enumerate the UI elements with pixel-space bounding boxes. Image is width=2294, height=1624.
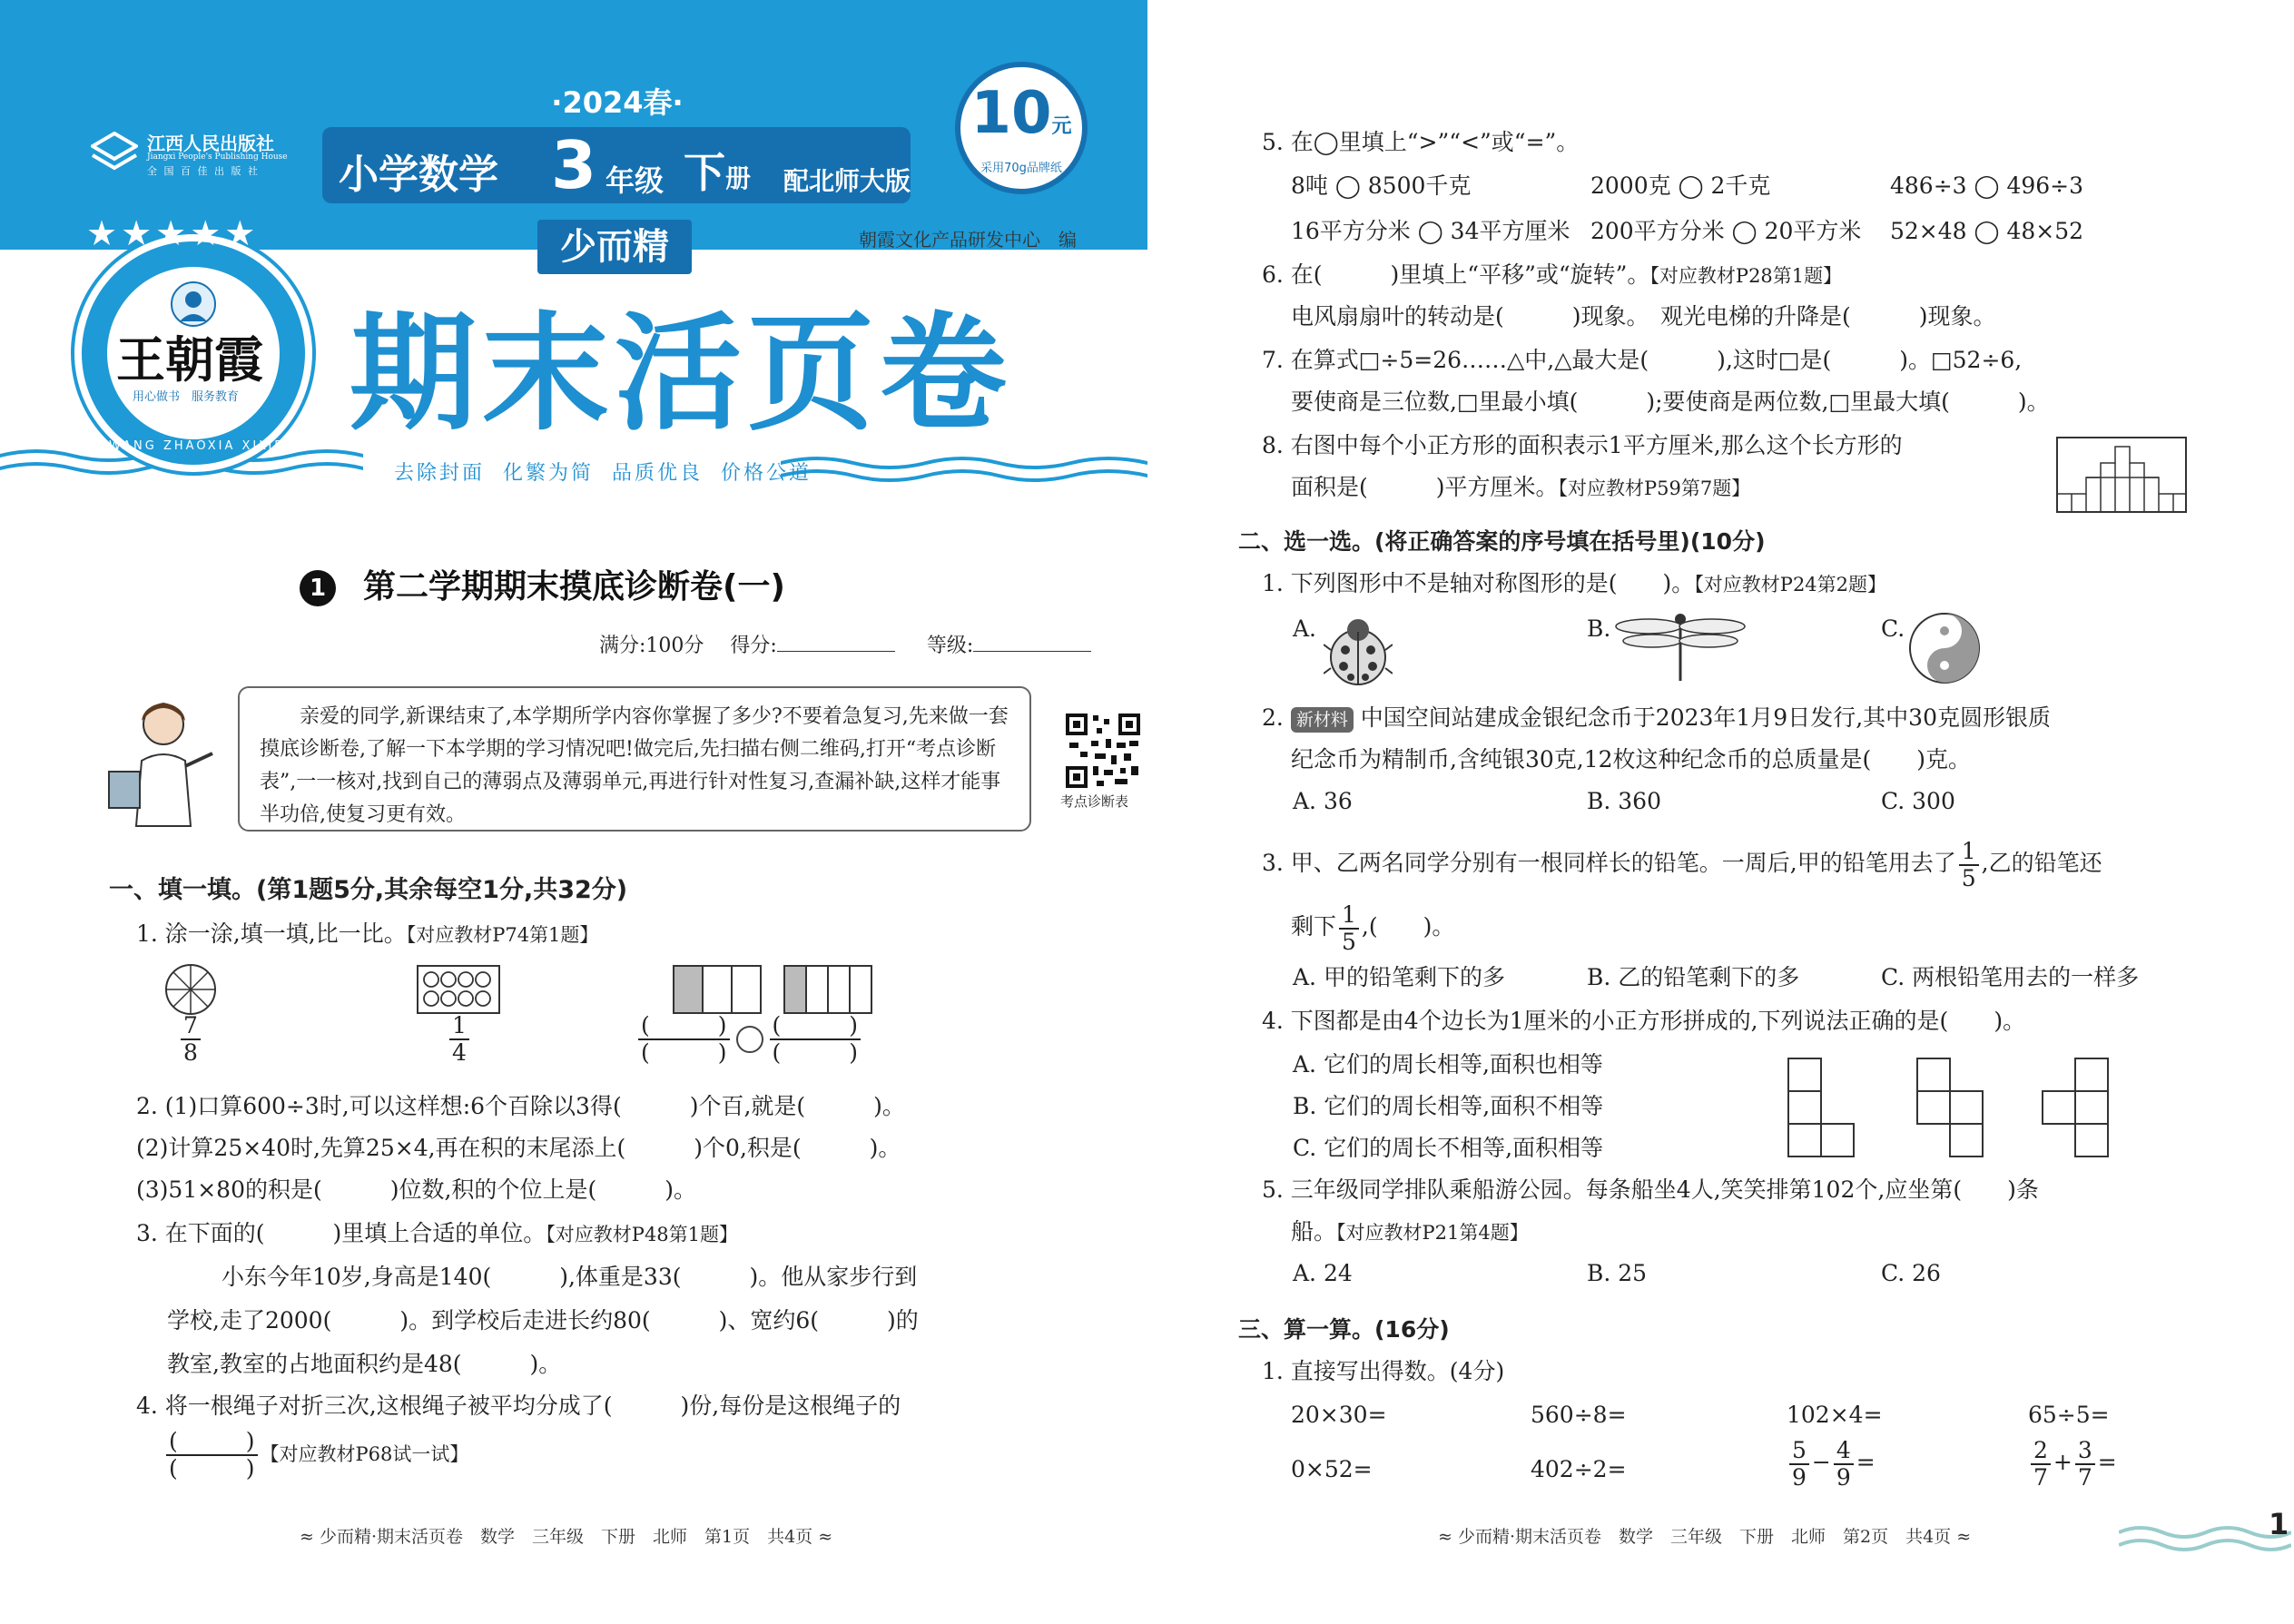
s2-q3-opt-a[interactable]: A. 甲的铅笔剩下的多 — [1293, 964, 1505, 990]
q4-blank-num[interactable]: ( ) — [166, 1429, 258, 1456]
new-material-tag: 新材料 — [1291, 707, 1354, 733]
s2-q5-opt-b[interactable]: B. 25 — [1587, 1260, 1648, 1286]
slogan: 去除封面 化繁为简 品质优良 价格公道 — [394, 462, 812, 485]
grade-number: 3 — [551, 127, 597, 203]
grade-box — [322, 127, 911, 203]
section3-title: 三、算一算。(16分) — [1238, 1316, 1450, 1343]
s2-q2-line1: 2. 新材料 中国空间站建成金银纪念币于2023年1月9日发行,其中30克圆形银质 — [1262, 704, 2051, 731]
right-page — [1147, 0, 2294, 1624]
volume-label — [684, 140, 751, 200]
calc-6[interactable]: 402÷2= — [1531, 1456, 1627, 1482]
s1-q3-line1: 小东今年10岁,身高是140( ),体重是33( )。他从家步行到 — [222, 1264, 918, 1290]
grade-level-label: 等级: — [926, 635, 974, 657]
q8-ref: 【对应教材P59第7题】 — [1558, 477, 1751, 499]
compare-blank-1a[interactable]: ( ) — [638, 1013, 730, 1040]
star-decoration: ★★★★★ — [86, 213, 260, 253]
s2-q4: 4. 下图都是由4个边长为1厘米的小正方形拼成的,下列说法正确的是( )。 — [1262, 1008, 2026, 1034]
s2-q5-opt-a[interactable]: A. 24 — [1293, 1260, 1353, 1286]
season-label: ·2024春· — [551, 85, 684, 120]
s1-q3 — [136, 1218, 738, 1250]
full-score-label: 满分:100分 — [599, 635, 704, 657]
s1-q2-2: (2)计算25×40时,先算25×4,再在积的末尾添上( )个0,积是( )。 — [136, 1135, 901, 1161]
s1-q1-text: 1. 涂一涂,填一填,比一比。 — [136, 920, 407, 947]
publisher-name: 江西人民出版社 — [147, 133, 274, 154]
q6-line1: 电风扇扇叶的转动是( )现象。 观光电梯的升降是( )现象。 — [1291, 303, 1996, 330]
seal-name: 王朝霞 — [116, 330, 263, 389]
q5-item-1[interactable]: 8吨 ◯ 8500千克 — [1291, 172, 1472, 199]
s2-q3-text-a: 3. 甲、乙两名同学分别有一根同样长的铅笔。一周后,甲的铅笔用去了 — [1262, 850, 1956, 876]
calc-1[interactable]: 20×30= — [1291, 1402, 1387, 1428]
s2-q1-opt-c[interactable]: C. — [1881, 615, 1905, 642]
calc-8[interactable] — [2028, 1438, 2117, 1490]
s2-q1-ref: 【对应教材P24第2题】 — [1694, 574, 1887, 595]
author-seal — [74, 234, 371, 472]
s2-q2-opt-a[interactable]: A. 36 — [1293, 788, 1353, 814]
calc8-n2: 3 — [2075, 1438, 2095, 1465]
corner-wave-icon — [2119, 1521, 2291, 1558]
calc7-n2: 4 — [1834, 1438, 1854, 1465]
calc-5[interactable]: 0×52= — [1291, 1456, 1373, 1482]
s1-q1-compare — [635, 1013, 863, 1065]
exam-title-text: 第二学期期末摸底诊断卷(一) — [363, 568, 785, 605]
q5-item-6[interactable]: 52×48 ◯ 48×52 — [1890, 218, 2084, 244]
s2-q3-line1 — [1262, 839, 2102, 891]
shape-t-icon — [2041, 1057, 2110, 1160]
q6-text: 6. 在( )里填上“平移”或“旋转”。 — [1262, 261, 1650, 288]
s2-q3-line2 — [1291, 902, 1454, 954]
shape-s-icon — [1915, 1057, 1984, 1160]
s1-q2-1: 2. (1)口算600÷3时,可以这样想:6个百除以3得( )个百,就是( )。 — [136, 1093, 905, 1119]
s1-q3-ref: 【对应教材P48第1题】 — [546, 1224, 739, 1245]
intro-message: 亲爱的同学,新课结束了,本学期所学内容你掌握了多少?不要着急复习,先来做一套摸底诊断卷,了解一下本学期的学习情况吧!做完后,先扫描右侧二维码,打开“考点诊断表”,一一核对,找到自己的薄弱点及薄弱单元,再进行针对性复习,查漏补缺,这样才能事半功倍,使复习更有效。 — [238, 686, 1031, 832]
footer-left: ≈ 少而精·期末活页卷 数学 三年级 下册 北师 第1页 共4页 ≈ — [300, 1527, 833, 1547]
s2-q4-opt-b[interactable]: B. 它们的周长相等,面积不相等 — [1293, 1093, 1604, 1119]
s2-q5-opt-c[interactable]: C. 26 — [1881, 1260, 1941, 1286]
price-badge — [955, 62, 1088, 194]
brand-label: 少而精 — [537, 220, 692, 274]
page-number: 1 — [2269, 1507, 2289, 1541]
price-unit: 元 — [1051, 115, 1072, 138]
publisher-english-name: Jiangxi People's Publishing House — [147, 153, 288, 162]
volume-suffix: 册 — [725, 163, 752, 193]
compare-blank-2a[interactable]: ( ) — [770, 1013, 861, 1040]
s2-q3-text-d: ,( )。 — [1361, 913, 1455, 940]
bar-model-a-icon[interactable] — [672, 964, 763, 1015]
s1-q1-frac-b — [447, 1013, 472, 1065]
s2-q3-opt-b[interactable]: B. 乙的铅笔剩下的多 — [1587, 964, 1800, 990]
s1-q3-line3: 教室,教室的占地面积约是48( )。 — [167, 1351, 562, 1377]
s2-q2-line2: 纪念币为精制币,含纯银30克,12枚这种纪念币的总质量是( )克。 — [1291, 746, 1972, 773]
main-title: 期末活页卷 — [350, 300, 1013, 448]
q6-ref: 【对应教材P28第1题】 — [1649, 265, 1843, 287]
dragonfly-icon[interactable] — [1614, 608, 1747, 683]
s2-q2-opt-c[interactable]: C. 300 — [1881, 788, 1955, 814]
price-value: 10 — [970, 80, 1052, 147]
calc-2[interactable]: 560÷8= — [1531, 1402, 1627, 1428]
editor-label: 朝霞文化产品研发中心 编 — [859, 229, 1077, 251]
score-label: 得分: — [730, 635, 777, 657]
s2-q2-text: 中国空间站建成金银纪念币于2023年1月9日发行,其中30克圆形银质 — [1360, 704, 2051, 731]
q8-line2 — [1291, 472, 1750, 504]
s2-q3-text-c: 剩下 — [1291, 913, 1337, 940]
s2-q5-ref: 【对应教材P21第4题】 — [1336, 1222, 1529, 1244]
s2-q1 — [1262, 568, 1886, 600]
publisher-logo-icon — [91, 132, 138, 175]
price-value-wrap — [960, 80, 1082, 147]
q4-blank-den[interactable]: ( ) — [169, 1454, 255, 1481]
score-line — [599, 630, 1117, 658]
calc7-d2: 9 — [1836, 1463, 1851, 1491]
s2-q3-frac1-num: 1 — [1959, 839, 1979, 866]
calc8-op: + — [2053, 1449, 2072, 1475]
publisher-subtitle: 全 国 百 佳 出 版 社 — [147, 165, 260, 177]
q5-item-4[interactable]: 16平方分米 ◯ 34平方厘米 — [1291, 218, 1570, 244]
calc7-op: − — [1811, 1449, 1831, 1475]
grade-level-blank[interactable] — [973, 651, 1091, 652]
calc8-d2: 7 — [2077, 1463, 2092, 1491]
price-note: 采用70g品牌纸 — [980, 162, 1062, 175]
calc7-eq: = — [1856, 1449, 1876, 1475]
grid-rectangle-icon[interactable] — [2055, 436, 2188, 514]
q5-item-2[interactable]: 2000克 ◯ 2千克 — [1590, 172, 1771, 199]
s1-q4-ref: 【对应教材P68试一试】 — [260, 1443, 469, 1465]
frac-b-num: 1 — [449, 1013, 469, 1040]
qr-label: 考点诊断表 — [1060, 793, 1129, 810]
s1-q4: 4. 将一根绳子对折三次,这根绳子被平均分成了( )份,每份是这根绳子的 — [136, 1393, 901, 1419]
s2-q1-opt-b[interactable]: B. — [1587, 615, 1611, 642]
s2-q3-frac2-num: 1 — [1339, 902, 1359, 930]
s2-q2-opt-b[interactable]: B. 360 — [1587, 788, 1661, 814]
s2-q3-frac2-den: 5 — [1342, 928, 1356, 955]
calc7-n1: 5 — [1789, 1438, 1809, 1465]
q7-line1: 7. 在算式□÷5=26……△中,△最大是( ),这时□是( )。□52÷6, — [1262, 347, 2023, 373]
q8-line1: 8. 右图中每个小正方形的面积表示1平方厘米,那么这个长方形的 — [1262, 432, 1903, 458]
q7-line2: 要使商是三位数,□里最小填( );要使商是两位数,□里最大填( )。 — [1291, 389, 2050, 415]
calc8-d1: 7 — [2033, 1463, 2048, 1491]
s2-q1-opt-a[interactable]: A. — [1293, 615, 1317, 642]
edition-label: 配北师大版 — [783, 166, 911, 196]
frac-b-den: 4 — [452, 1038, 467, 1066]
s2-q5-line1: 5. 三年级同学排队乘船游公园。每条船坐4人,笑笑排第102个,应坐第( )条 — [1262, 1176, 2039, 1203]
pie-eighths-icon[interactable] — [163, 962, 218, 1017]
s1-q1 — [136, 919, 598, 950]
s2-q4-opt-c[interactable]: C. 它们的周长不相等,面积相等 — [1293, 1135, 1604, 1161]
s2-q5-text: 船。 — [1291, 1218, 1337, 1245]
exam-title — [300, 561, 785, 607]
compare-blank-1b[interactable]: ( ) — [641, 1038, 727, 1066]
frac-a-den: 8 — [183, 1038, 198, 1066]
frac-a-num: 7 — [181, 1013, 201, 1040]
q6 — [1262, 260, 1842, 291]
compare-circle[interactable] — [736, 1026, 763, 1053]
s2-q3-text-b: ,乙的铅笔还 — [1981, 850, 2102, 876]
section2-title: 二、选一选。(将正确答案的序号填在括号里)(10分) — [1238, 528, 1766, 555]
calc-7[interactable] — [1787, 1438, 1876, 1490]
calc-3[interactable]: 102×4= — [1787, 1402, 1883, 1428]
compare-blank-2b[interactable]: ( ) — [772, 1038, 859, 1066]
grade-label: 年级 — [605, 163, 665, 198]
seal-motto: 用心做书 服务教育 — [133, 390, 240, 404]
s2-q3-opt-c[interactable]: C. 两根铅笔用去的一样多 — [1881, 964, 2140, 990]
seal-ring-text: WANG ZHAOXIA XILIE CONGSHU — [109, 439, 371, 453]
subject-label: 小学数学 — [339, 152, 498, 198]
teacher-illustration-icon — [100, 690, 227, 835]
s1-q1-ref: 【对应教材P74第1题】 — [406, 924, 599, 946]
s1-q1-frac-a — [178, 1013, 203, 1065]
teacher-portrait-icon — [171, 281, 216, 327]
qr-code-icon[interactable] — [1064, 712, 1142, 790]
calc8-n1: 2 — [2031, 1438, 2051, 1465]
publisher-logo-block — [91, 127, 290, 182]
ladybug-icon[interactable] — [1324, 614, 1393, 688]
shape-l-icon — [1787, 1057, 1856, 1160]
footer-right: ≈ 少而精·期末活页卷 数学 三年级 下册 北师 第2页 共4页 ≈ — [1438, 1527, 1972, 1547]
score-blank[interactable] — [777, 651, 895, 652]
calc7-d1: 9 — [1792, 1463, 1807, 1491]
s2-q3-frac1-den: 5 — [1961, 864, 1976, 891]
s2-q5-line2 — [1291, 1216, 1529, 1248]
s1-q4-answer — [163, 1429, 468, 1481]
calc8-eq: = — [2097, 1449, 2117, 1475]
q5-item-5[interactable]: 200平方分米 ◯ 20平方米 — [1590, 218, 1862, 244]
q8-line2-text: 面积是( )平方厘米。 — [1291, 474, 1559, 500]
s3-q1: 1. 直接写出得数。(4分) — [1262, 1358, 1505, 1384]
yin-yang-icon[interactable] — [1908, 612, 1981, 684]
volume-value: 下 — [684, 148, 725, 197]
s2-q4-opt-a[interactable]: A. 它们的周长相等,面积也相等 — [1293, 1051, 1603, 1078]
s1-q3-text: 3. 在下面的( )里填上合适的单位。 — [136, 1220, 546, 1246]
q5-title: 5. 在◯里填上“>”“<”或“=”。 — [1262, 129, 1580, 155]
s1-q3-line2: 学校,走了2000( )。到学校后走进长约80( )、宽约6( )的 — [167, 1307, 919, 1334]
q5-item-3[interactable]: 486÷3 ◯ 496÷3 — [1890, 172, 2084, 199]
s1-q2-3: (3)51×80的积是( )位数,积的个位上是( )。 — [136, 1176, 696, 1203]
calc-4[interactable]: 65÷5= — [2028, 1402, 2110, 1428]
exam-number: 1 — [300, 570, 336, 606]
s2-q1-text: 1. 下列图形中不是轴对称图形的是( )。 — [1262, 570, 1695, 596]
section1-title: 一、填一填。(第1题5分,其余每空1分,共32分) — [109, 876, 628, 904]
bar-model-b-icon[interactable] — [783, 964, 873, 1015]
circles-grid-icon[interactable] — [416, 964, 501, 1015]
